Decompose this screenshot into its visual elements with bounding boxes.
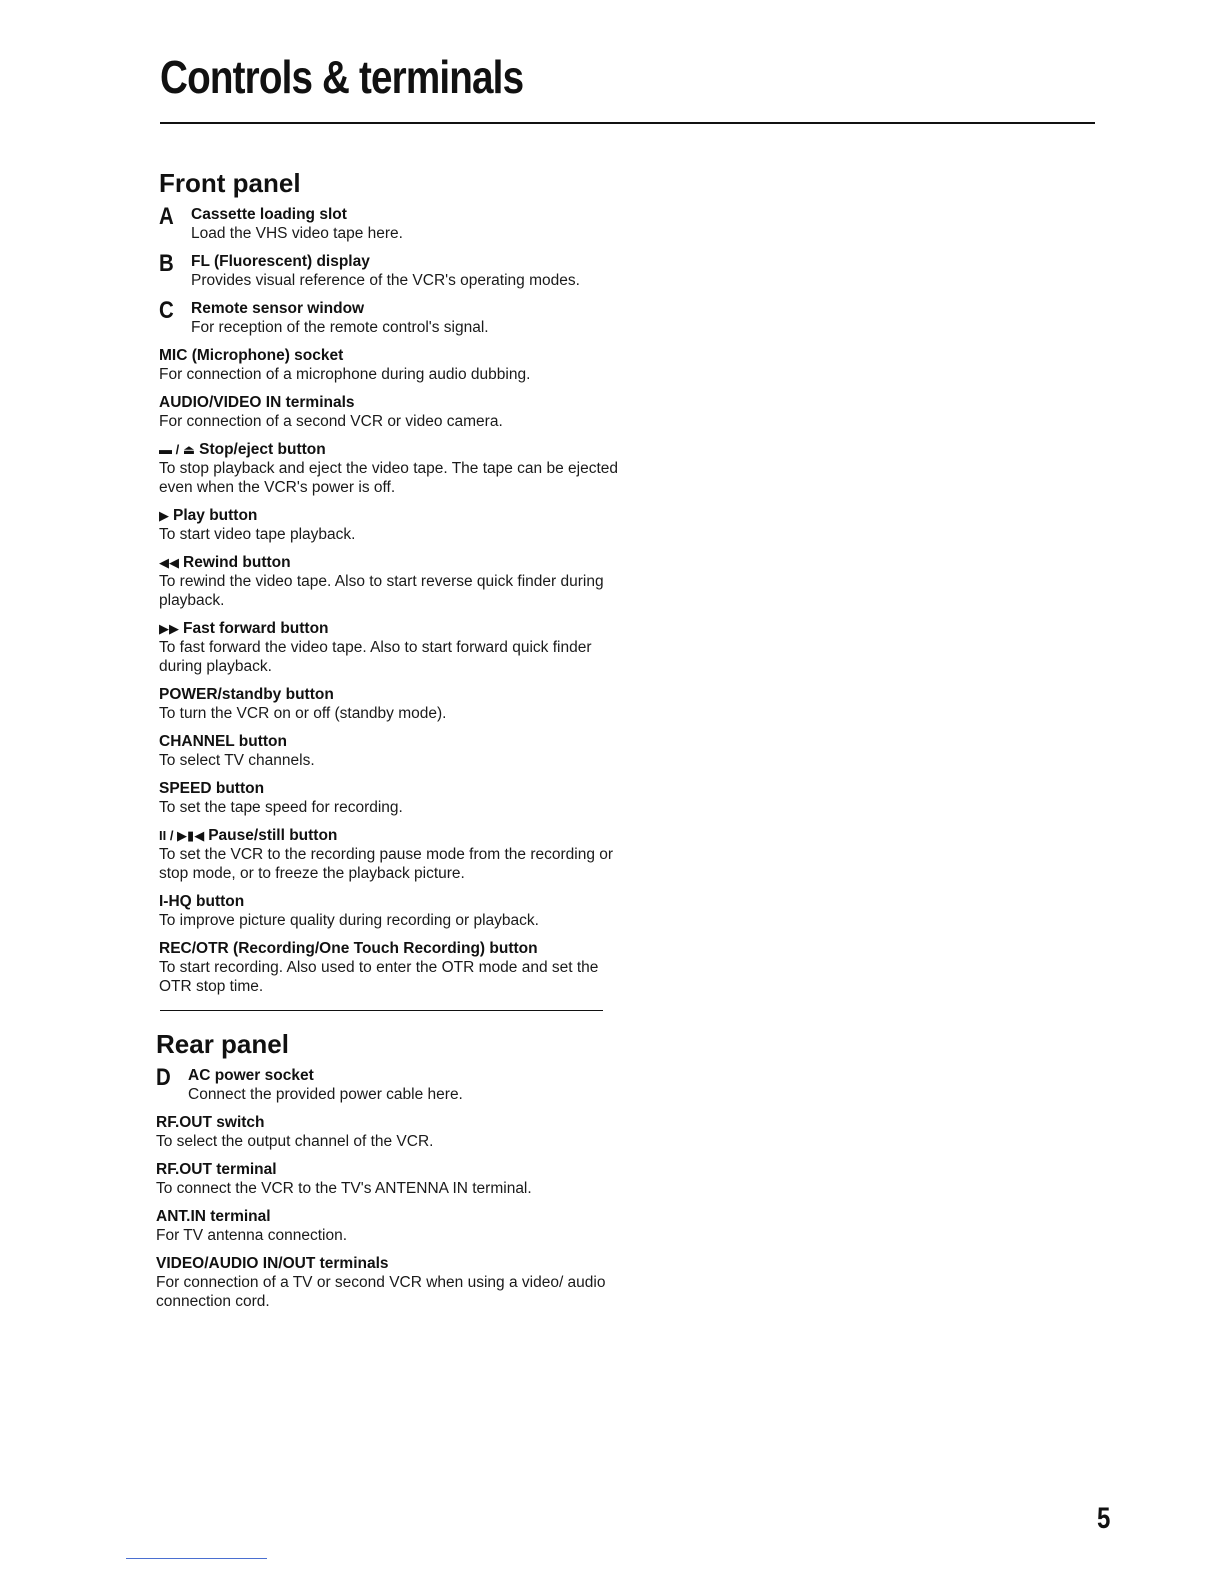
item-title-line	[188, 1066, 626, 1085]
item-description: Load the VHS video tape here.	[191, 225, 403, 242]
title-divider	[160, 122, 1095, 124]
item-description: To start video tape playback.	[159, 526, 356, 543]
item-title: Pause/still button	[208, 827, 338, 844]
item-description: To turn the VCR on or off (standby mode).	[159, 705, 447, 722]
item-entry	[159, 506, 629, 544]
item-title-line	[191, 252, 629, 271]
button-symbol-icon: ▶▶	[159, 621, 179, 636]
item-title-line	[159, 685, 629, 704]
item-title: FL (Fluorescent) display	[191, 253, 370, 270]
item-description: For connection of a second VCR or video camera.	[159, 413, 503, 430]
item-title-line	[156, 1254, 626, 1273]
item-description: To set the VCR to the recording pause mode from the recording or stop mode, or to freeze the playback picture.	[159, 846, 614, 882]
item-entry	[159, 346, 629, 384]
front-panel-section	[159, 168, 629, 1005]
item-title: Fast forward button	[183, 620, 329, 637]
item-title: Play button	[173, 507, 258, 524]
item-title: POWER/standby button	[159, 686, 334, 703]
item-title-line	[159, 732, 629, 751]
page-number: 5	[1097, 1502, 1111, 1535]
item-title-line	[159, 892, 629, 911]
item-title-line	[191, 299, 629, 318]
item-title-line	[159, 553, 629, 572]
button-symbol-icon: ▶	[159, 508, 169, 523]
item-title: Remote sensor window	[191, 300, 365, 317]
page-title: Controls & terminals	[160, 51, 524, 103]
item-title: Cassette loading slot	[191, 206, 347, 223]
item-title: CHANNEL button	[159, 733, 287, 750]
item-title: RF.OUT terminal	[156, 1161, 277, 1178]
item-title: MIC (Microphone) socket	[159, 347, 344, 364]
item-entry	[159, 440, 629, 497]
item-entry	[159, 826, 629, 883]
section-heading: Front panel	[159, 168, 301, 198]
item-title: AUDIO/VIDEO IN terminals	[159, 394, 355, 411]
item-entry	[159, 939, 629, 996]
item-description: For reception of the remote control's signal.	[191, 319, 489, 336]
item-description: To select TV channels.	[159, 752, 315, 769]
item-entry	[156, 1160, 626, 1198]
item-title: VIDEO/AUDIO IN/OUT terminals	[156, 1255, 389, 1272]
item-title-line	[159, 440, 629, 459]
item-title-line	[156, 1160, 626, 1179]
item-entry	[159, 393, 629, 431]
item-title-line	[159, 619, 629, 638]
item-description: For connection of a TV or second VCR when using a video/ audio connection cord.	[156, 1274, 606, 1310]
item-title: RF.OUT switch	[156, 1114, 265, 1131]
item-entry	[159, 205, 629, 243]
item-entry	[159, 619, 629, 676]
item-letter: B	[159, 250, 174, 277]
item-entry	[156, 1113, 626, 1151]
item-title-line	[159, 393, 629, 412]
item-letter: A	[159, 203, 174, 230]
item-description: For connection of a microphone during audio dubbing.	[159, 366, 531, 383]
item-description: To start recording. Also used to enter the OTR mode and set the OTR stop time.	[159, 959, 599, 995]
rear-panel-entries	[156, 1066, 626, 1311]
item-title-line	[159, 939, 629, 958]
item-title: I-HQ button	[159, 893, 245, 910]
item-description: To rewind the video tape. Also to start reverse quick finder during playback.	[159, 573, 604, 609]
item-entry	[159, 732, 629, 770]
section-heading: Rear panel	[156, 1029, 289, 1059]
rear-panel-section	[156, 1029, 626, 1320]
item-entry	[159, 299, 629, 337]
item-title: ANT.IN terminal	[156, 1208, 271, 1225]
button-symbol-icon: II / ▶▮◀	[159, 828, 205, 843]
item-title: AC power socket	[188, 1067, 314, 1084]
item-entry	[159, 553, 629, 610]
item-title-line	[156, 1207, 626, 1226]
item-description: To stop playback and eject the video tape. The tape can be ejected even when the VCR's power is off.	[159, 460, 619, 496]
item-title: Rewind button	[183, 554, 291, 571]
item-title-line	[159, 506, 629, 525]
item-description: To set the tape speed for recording.	[159, 799, 403, 816]
item-description: To improve picture quality during recording or playback.	[159, 912, 539, 929]
item-title-line	[156, 1113, 626, 1132]
item-description: Connect the provided power cable here.	[188, 1086, 463, 1103]
item-title-line	[159, 346, 629, 365]
item-entry	[159, 252, 629, 290]
item-title-line	[159, 826, 629, 845]
item-description: To fast forward the video tape. Also to start forward quick finder during playback.	[159, 639, 592, 675]
item-entry	[159, 892, 629, 930]
item-title-line	[159, 779, 629, 798]
item-title: SPEED button	[159, 780, 265, 797]
item-description: For TV antenna connection.	[156, 1227, 348, 1244]
item-entry	[159, 779, 629, 817]
button-symbol-icon: ▬ / ⏏	[159, 442, 196, 457]
item-letter: C	[159, 297, 174, 324]
item-title: REC/OTR (Recording/One Touch Recording) button	[159, 940, 538, 957]
front-panel-entries	[159, 205, 629, 996]
item-letter: D	[156, 1064, 171, 1091]
item-description: Provides visual reference of the VCR's operating modes.	[191, 272, 580, 289]
item-title: Stop/eject button	[199, 441, 326, 458]
section-divider	[160, 1010, 603, 1011]
item-title-line	[191, 205, 629, 224]
item-entry	[156, 1254, 626, 1311]
item-entry	[156, 1066, 626, 1104]
item-entry	[156, 1207, 626, 1245]
footer-line	[126, 1558, 267, 1559]
item-description: To connect the VCR to the TV's ANTENNA IN terminal.	[156, 1180, 532, 1197]
button-symbol-icon: ◀◀	[159, 555, 179, 570]
item-description: To select the output channel of the VCR.	[156, 1133, 434, 1150]
item-entry	[159, 685, 629, 723]
